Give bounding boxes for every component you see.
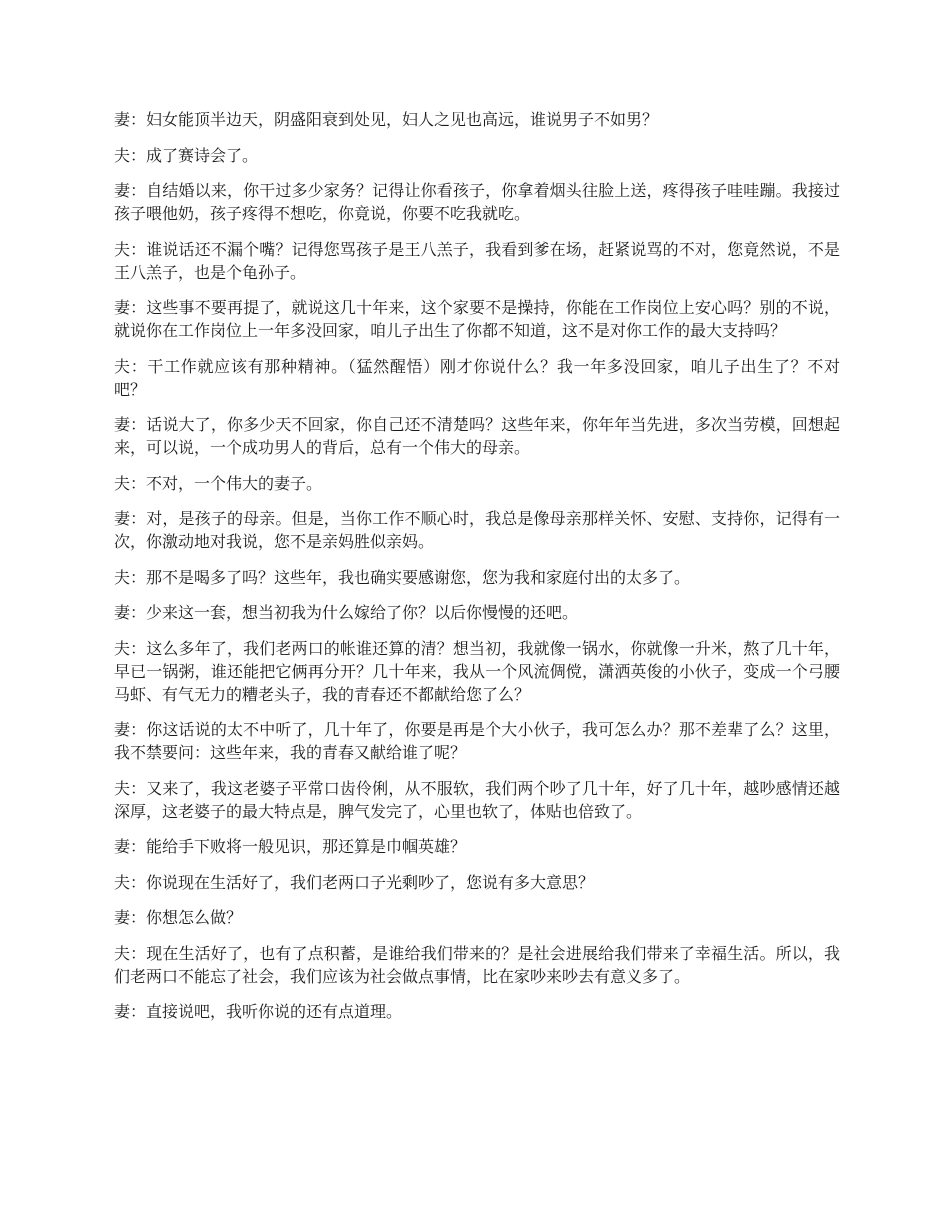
dialogue-paragraph: 妻：对，是孩子的母亲。但是，当你工作不顺心时，我总是像母亲那样关怀、安慰、支持你，记得有一次，你激动地对我说，您不是亲妈胜似亲妈。 <box>114 509 840 551</box>
dialogue-paragraph: 妻：直接说吧，我听你说的还有点道理。 <box>114 1002 403 1021</box>
dialogue-paragraph: 夫：谁说话还不漏个嘴？记得您骂孩子是王八羔子，我看到爹在场，赶紧说骂的不对，您竟然说，不是王八羔子，也是个龟孙子。 <box>114 239 840 282</box>
dialogue-paragraph: 妻：这些事不要再提了，就说这几十年来，这个家要不是操持，你能在工作岗位上安心吗？别的不说，就说你在工作岗位上一年多没回家，咱儿子出生了你都不知道，这不是对你工作的最大支持吗？ <box>114 298 840 340</box>
document-page <box>114 108 840 1036</box>
dialogue-paragraph: 妻：妇女能顶半边天，阴盛阳衰到处见，妇人之见也高远，谁说男子不如男？ <box>114 110 659 129</box>
dialogue-paragraph: 夫：又来了，我这老婆子平常口齿伶俐，从不服软，我们两个吵了几十年，好了几十年，越吵感情还越深厚，这老婆子的最大特点是，脾气发完了，心里也软了，体贴也倍致了。 <box>114 778 840 821</box>
dialogue-paragraph: 妻：话说大了，你多少天不回家，你自己还不清楚吗？这些年来，你年年当先进，多次当劳模，回想起来，可以说，一个成功男人的背后，总有一个伟大的母亲。 <box>114 415 840 457</box>
dialogue-paragraph: 夫：你说现在生活好了，我们老两口子光剩吵了，您说有多大意思？ <box>114 872 595 892</box>
dialogue-paragraph: 妻：能给手下败将一般见识，那还算是巾帼英雄？ <box>114 837 467 856</box>
dialogue-paragraph: 夫：成了赛诗会了。 <box>114 145 259 165</box>
dialogue-paragraph: 妻：少来这一套，想当初我为什么嫁给了你？以后你慢慢的还吧。 <box>114 603 579 622</box>
dialogue-paragraph: 夫：这么多年了，我们老两口的帐谁还算的清？想当初，我就像一锅水，你就像一升米，熬了几十年，早已一锅粥，谁还能把它俩再分开？几十年来，我从一个风流倜傥，潇洒英俊的小伙子，变成一个弓腰马虾、有气无力的糟老头子，我的青春还不都献给您了么？ <box>114 638 840 704</box>
dialogue-paragraph: 夫：现在生活好了，也有了点积蓄，是谁给我们带来的？是社会进展给我们带来了幸福生活。所以，我们老两口不能忘了社会，我们应该为社会做点事情，比在家吵来吵去有意义多了。 <box>114 943 840 986</box>
dialogue-paragraph: 妻：你想怎么做？ <box>114 908 243 927</box>
dialogue-paragraph: 妻：你这话说的太不中听了，几十年了，你要是再是个大小伙子，我可怎么办？那不差辈了么？这里，我不禁要问：这些年来，我的青春又献给谁了呢？ <box>114 720 840 762</box>
dialogue-paragraph: 夫：不对，一个伟大的妻子。 <box>114 473 323 493</box>
dialogue-paragraph: 夫：干工作就应该有那种精神。（猛然醒悟）刚才你说什么？我一年多没回家，咱儿子出生了？不对吧？ <box>114 356 840 399</box>
dialogue-paragraph: 夫：那不是喝多了吗？这些年，我也确实要感谢您，您为我和家庭付出的太多了。 <box>114 567 691 587</box>
dialogue-paragraph: 妻：自结婚以来，你干过多少家务？记得让你看孩子，你拿着烟头往脸上送，疼得孩子哇哇蹦。我接过孩子喂他奶，孩子疼得不想吃，你竟说，你要不吃我就吃。 <box>114 181 840 223</box>
